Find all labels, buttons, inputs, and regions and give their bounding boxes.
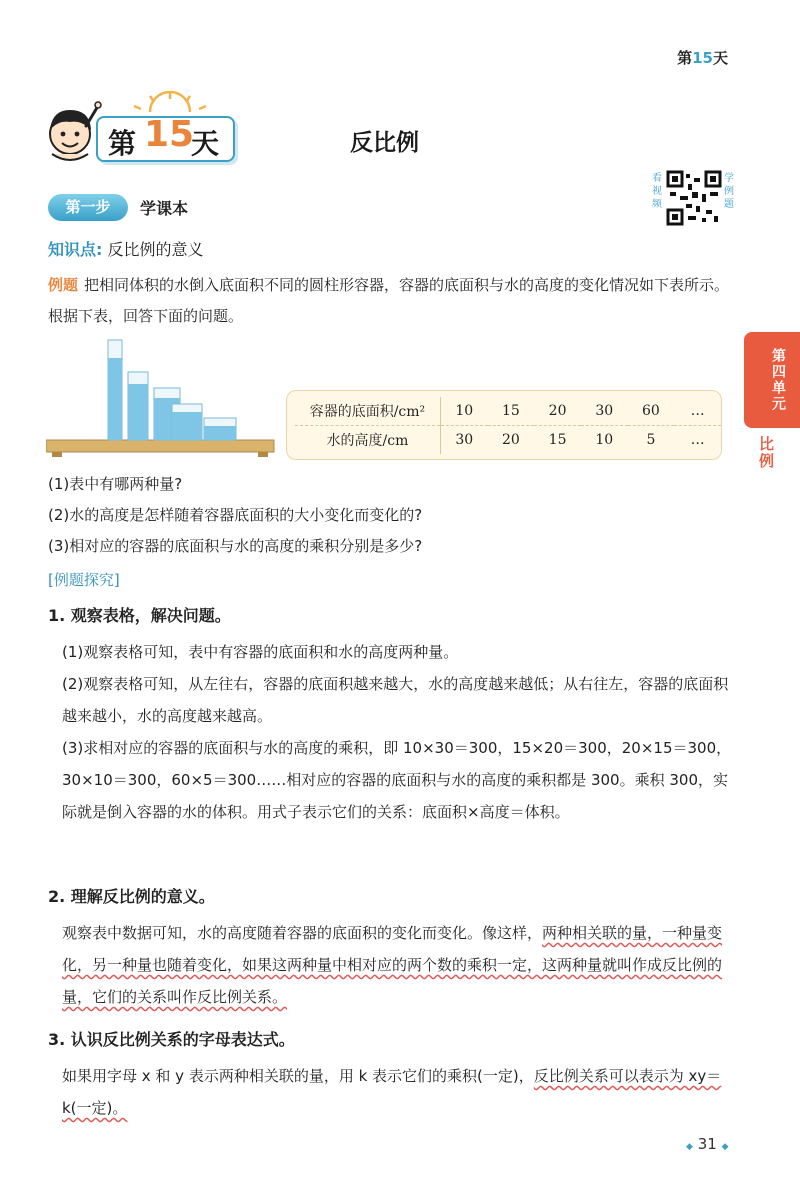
day-banner-post: 天 — [191, 127, 220, 160]
table-cell: 10 — [440, 397, 487, 426]
table-cell: 5 — [646, 432, 656, 448]
knowledge-point-text: 反比例的意义 — [107, 240, 204, 259]
cylinder-containers-illustration — [46, 336, 276, 458]
table-cell: 60 — [628, 397, 675, 426]
day-corner-post: 天 — [712, 49, 728, 67]
day-banner-number: 15 — [144, 114, 195, 155]
table-cell: 20 — [502, 432, 520, 448]
qr-code-area — [652, 170, 736, 228]
section-3-body — [62, 1060, 738, 1124]
page-title: 反比例 — [350, 130, 419, 156]
data-table — [295, 397, 721, 454]
table-cell: … — [674, 397, 721, 426]
table-cell: 30 — [581, 397, 628, 426]
day-corner-label — [677, 47, 728, 68]
table-row — [295, 426, 721, 455]
unit-topic-label: 比例 — [757, 436, 775, 470]
example-text: 把相同体积的水倒入底面积不同的圆柱形容器，容器的底面积与水的高度的变化情况如下表所示。根据下表，回答下面的问题。 — [48, 276, 730, 325]
page-number-value: 31 — [697, 1135, 717, 1153]
explore-label: [例题探究] — [48, 571, 120, 589]
table-cell: 30 — [455, 432, 474, 448]
sun-rays-icon — [120, 90, 220, 114]
section-3-formula: 反比例关系可以表示为 xy＝k(一定)。 — [62, 1067, 722, 1117]
step-title: 学课本 — [140, 199, 189, 218]
day-corner-number: 15 — [692, 49, 713, 67]
table-cell: 15 — [488, 397, 535, 426]
example-tag: 例题 — [48, 276, 79, 294]
page-number — [686, 1135, 729, 1153]
qr-right-caption: 学例题 — [724, 173, 734, 210]
dot-icon: ◆ — [721, 1142, 729, 1152]
section-3-text: 如果用字母 x 和 y 表示两种相关联的量，用 k 表示它们的乘积(一定)， — [62, 1067, 534, 1085]
table-cell: 10 — [595, 432, 614, 448]
table-cell: 20 — [534, 397, 581, 426]
question-item: (3)相对应的容器的底面积与水的高度的乘积分别是多少? — [48, 537, 423, 555]
question-list — [48, 469, 422, 562]
knowledge-point-label: 知识点: — [48, 240, 103, 259]
question-item: (2)水的高度是怎样随着容器底面积的大小变化而变化的? — [48, 506, 423, 524]
section-2-heading: 2. 理解反比例的意义。 — [48, 887, 215, 906]
data-table-card — [286, 390, 722, 460]
table-row — [295, 397, 721, 426]
section-2-definition: 两种相关联的量，一种量变化，另一种量也随着变化，如果这两种量中相对应的两个数的乘积一定，这两种量就叫作成反比例的量，它们的关系叫作反比例关系。 — [62, 924, 723, 1006]
step-badge: 第一步 — [48, 194, 128, 221]
qr-left-caption: 看视频 — [652, 173, 662, 210]
unit-side-tab: 第四单元 — [744, 332, 800, 428]
dot-icon: ◆ — [686, 1142, 693, 1152]
section-1-paragraph: (3)求相对应的容器的底面积与水的高度的乘积，即 10×30＝300，15×20＝300，20×15＝300，30×10＝300，60×5＝300……相对应的容器的底面积与水的高度的乘积都是 300。乘积 300，实际就是倒入容器的水的体积。用式子表示它们的关系：底面积×高度＝体积。 — [62, 739, 732, 821]
table-cell: 15 — [548, 432, 567, 448]
section-3-heading: 3. 认识反比例关系的字母表达式。 — [48, 1030, 295, 1049]
section-2-text: 观察表中数据可知，水的高度随着容器的底面积的变化而变化。像这样， — [62, 924, 543, 942]
day-corner-pre: 第 — [677, 49, 693, 67]
section-1-heading: 1. 观察表格，解决问题。 — [48, 606, 231, 625]
section-2-body — [62, 917, 738, 1013]
example-paragraph — [48, 270, 738, 332]
table-row-header: 容器的底面积/cm² — [295, 397, 440, 426]
table-cell: … — [690, 432, 705, 448]
question-item: (1)表中有哪两种量? — [48, 475, 183, 493]
table-row-header: 水的高度/cm — [295, 426, 440, 455]
day-banner — [96, 116, 235, 162]
knowledge-point — [48, 237, 204, 260]
section-1-body — [62, 636, 738, 828]
section-1-paragraph: (2)观察表格可知，从左往右，容器的底面积越来越大，水的高度越来越低；从右往左，容器的底面积越来越小，水的高度越来越高。 — [62, 675, 729, 725]
day-banner-pre: 第 — [108, 127, 137, 160]
qr-code-icon[interactable] — [666, 170, 722, 226]
section-1-paragraph: (1)观察表格可知，表中有容器的底面积和水的高度两种量。 — [62, 643, 459, 661]
